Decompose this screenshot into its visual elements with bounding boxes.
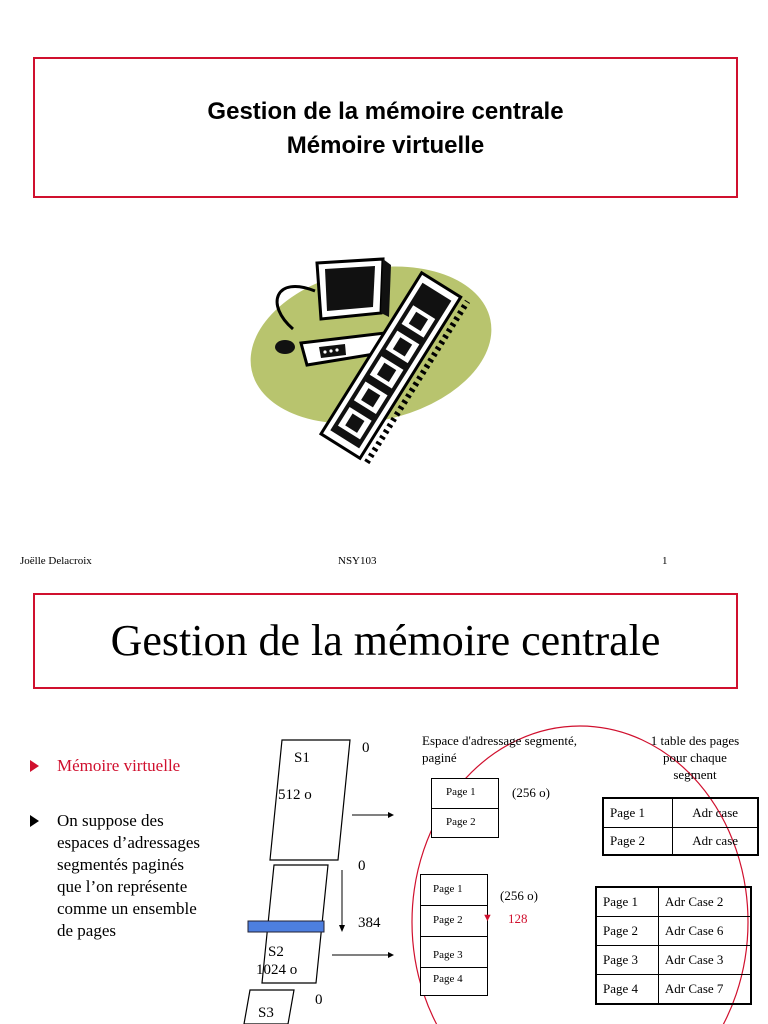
table-cell: Adr case xyxy=(673,828,758,856)
table-cell: Page 1 xyxy=(603,798,673,828)
page-group-1 xyxy=(431,778,499,838)
page-group-1-size: (256 o) xyxy=(512,785,550,800)
down-arrow-icon: ▼ xyxy=(482,912,493,924)
page-table-segment-1 xyxy=(602,797,759,856)
slide1-footer-author: Joëlle Delacroix xyxy=(20,555,92,567)
table-cell: Adr Case 7 xyxy=(658,975,751,1005)
segment-s3-offset: 0 xyxy=(315,992,323,1008)
table-label xyxy=(630,732,760,783)
table-cell: Adr Case 3 xyxy=(658,946,751,975)
space-label-line: Espace d'adressage segmenté, xyxy=(422,733,578,748)
page-cell: Page 2 xyxy=(446,816,476,828)
table-cell: Page 2 xyxy=(596,917,658,946)
slide1-title-box xyxy=(33,57,738,198)
table-label-line: 1 table des pages xyxy=(650,733,740,748)
table-label-line: pour chaque xyxy=(663,750,727,765)
page-cell: Page 1 xyxy=(432,779,498,809)
bullet-memoire-virtuelle: Mémoire virtuelle xyxy=(57,756,181,775)
page-group-2-offset: 128 xyxy=(508,911,528,926)
bullet-line: de pages xyxy=(57,921,117,940)
table-cell: Page 4 xyxy=(596,975,658,1005)
page-group-2 xyxy=(420,874,488,996)
bullet-line: espaces d’adressages xyxy=(57,833,201,852)
bullet-line: que l’on représente xyxy=(57,877,188,896)
segment-s1-size: 512 o xyxy=(278,787,312,803)
bullet-line: comme un ensemble xyxy=(57,899,197,918)
bullet-line: On suppose des xyxy=(57,811,164,830)
slide2-title: Gestion de la mémoire centrale xyxy=(110,616,661,665)
table-row xyxy=(596,975,751,1005)
space-label-line: paginé xyxy=(422,750,457,765)
page-cell: Page 4 xyxy=(433,973,463,985)
segment-s2-size: 1024 o xyxy=(256,962,298,978)
page-cell: Page 1 xyxy=(421,875,487,906)
computer-memory-clipart-icon xyxy=(245,255,505,475)
slide1-title-line2: Mémoire virtuelle xyxy=(286,132,485,159)
space-label xyxy=(422,732,577,766)
bullet-line: segmentés paginés xyxy=(57,855,184,874)
table-cell: Page 2 xyxy=(603,828,673,856)
table-cell: Page 3 xyxy=(596,946,658,975)
segment-s2-name: S2 xyxy=(268,944,284,960)
slide1-footer-course: NSY103 xyxy=(338,555,377,567)
segment-s1-offset: 0 xyxy=(362,740,370,756)
segment-s2-offset-top: 0 xyxy=(358,858,366,874)
page-table-segment-2 xyxy=(595,886,752,1005)
slide2-title-box xyxy=(33,593,738,689)
page-group-2-size: (256 o) xyxy=(500,888,538,903)
table-label-line: segment xyxy=(673,767,717,782)
segment-s1-name: S1 xyxy=(294,750,310,766)
table-cell: Page 1 xyxy=(596,887,658,917)
table-row xyxy=(603,798,758,828)
table-row xyxy=(596,917,751,946)
segment-s3-name: S3 xyxy=(258,1005,274,1021)
table-cell: Adr Case 2 xyxy=(658,887,751,917)
slide1-title-line1: Gestion de la mémoire centrale xyxy=(207,98,564,125)
bullet-arrow-icon xyxy=(30,760,39,772)
table-row xyxy=(596,946,751,975)
bullet-arrow-icon xyxy=(30,815,39,827)
page-cell: Page 2 xyxy=(421,906,487,937)
slide1-footer-page-number: 1 xyxy=(662,555,668,567)
table-cell: Adr case xyxy=(673,798,758,828)
page-cell: Page 3 xyxy=(421,937,487,968)
segment-diagram xyxy=(240,735,420,1024)
table-cell: Adr Case 6 xyxy=(658,917,751,946)
table-row xyxy=(596,887,751,917)
table-row xyxy=(603,828,758,856)
bullet-description xyxy=(57,810,200,942)
segment-s2-offset-mid: 384 xyxy=(358,915,381,931)
